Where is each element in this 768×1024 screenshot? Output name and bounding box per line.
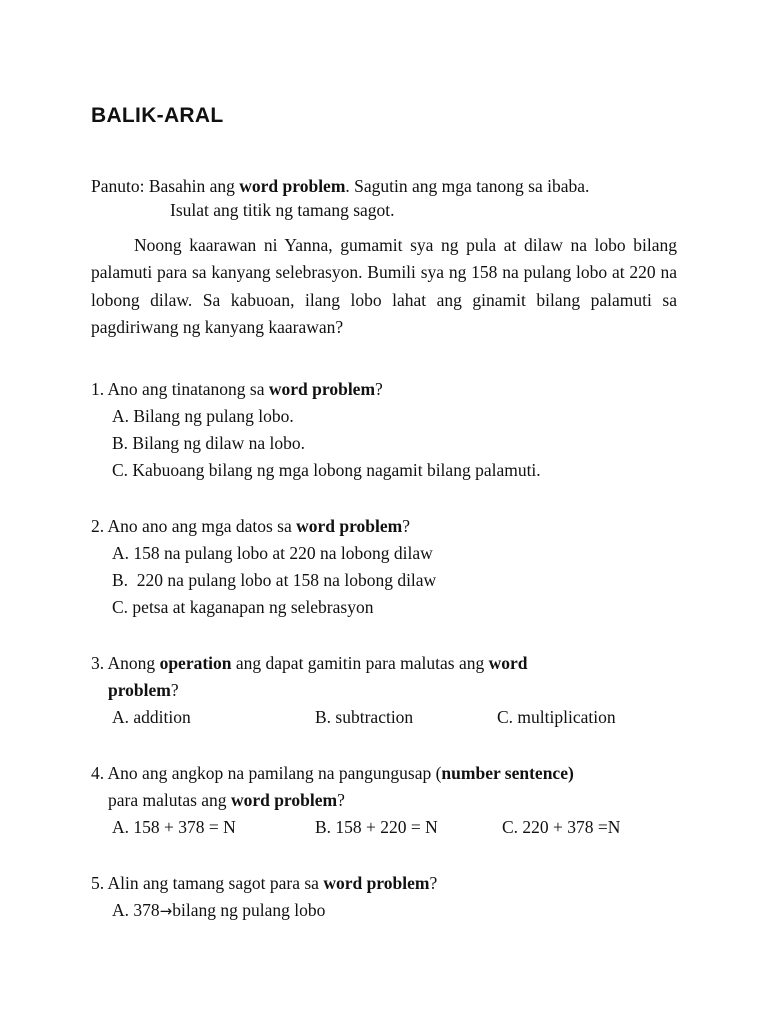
question-4-line-2 bbox=[108, 789, 345, 811]
question-3-option-c: C. multiplication bbox=[497, 707, 616, 727]
question-1-mark: ? bbox=[375, 379, 383, 399]
question-5-option-a bbox=[112, 899, 325, 922]
question-4 bbox=[91, 762, 574, 784]
right-arrow-icon: → bbox=[159, 902, 173, 920]
question-5-mark: ? bbox=[429, 873, 438, 893]
question-1-text: 1. Ano ang tinatanong sa bbox=[91, 379, 269, 399]
question-4-text-2: para malutas ang bbox=[108, 790, 231, 810]
question-2 bbox=[91, 515, 410, 537]
question-4-bold-2: word problem bbox=[230, 790, 338, 810]
question-2-bold: word problem bbox=[296, 516, 403, 536]
question-3-option-b: B. subtraction bbox=[315, 707, 414, 727]
question-4-mark: ? bbox=[337, 790, 345, 810]
question-3-text: 3. Anong bbox=[91, 653, 160, 673]
question-4-bold: number sentence) bbox=[441, 763, 574, 783]
question-2-option-b: B. 220 na pulang lobo at 158 na lobong dilaw bbox=[112, 570, 437, 590]
page-title: BALIK-ARAL bbox=[91, 104, 224, 127]
question-3-bold-3: problem bbox=[108, 680, 171, 700]
question-3 bbox=[91, 652, 527, 674]
question-4-text: 4. Ano ang angkop na pamilang na pangungusap ( bbox=[91, 763, 442, 783]
instructions-bold: word problem bbox=[239, 176, 346, 196]
question-3-bold: operation bbox=[159, 653, 232, 673]
instructions-line-2: Isulat ang titik ng tamang sagot. bbox=[170, 200, 395, 220]
question-4-option-c: C. 220 + 378 =N bbox=[502, 817, 621, 837]
question-5-text: 5. Alin ang tamang sagot para sa bbox=[91, 873, 324, 893]
question-4-option-b: B. 158 + 220 = N bbox=[315, 817, 438, 837]
question-1 bbox=[91, 378, 383, 400]
question-5-option-a-letter: A. 378 bbox=[112, 900, 160, 920]
question-1-option-a: A. Bilang ng pulang lobo. bbox=[112, 406, 294, 426]
question-5-bold: word problem bbox=[323, 873, 430, 893]
instructions-text-1: Basahin ang bbox=[148, 176, 240, 196]
word-problem-text: Noong kaarawan ni Yanna, gumamit sya ng pula at dilaw na lobo bilang palamuti para sa kanyang selebrasyon. Bumili sya ng 158 na pulang lobo at 220 na lobong dilaw. Sa kabuoan, ilang lobo lahat ang ginamit bilang palamuti sa pagdiriwang ng kanyang kaarawan? bbox=[91, 235, 677, 337]
question-3-mark: ? bbox=[170, 680, 179, 700]
instructions-line-1 bbox=[91, 175, 589, 197]
question-2-option-c: C. petsa at kaganapan ng selebrasyon bbox=[112, 597, 374, 617]
question-1-option-c: C. Kabuoang bilang ng mga lobong nagamit bilang palamuti. bbox=[112, 460, 541, 480]
question-5 bbox=[91, 872, 437, 894]
question-3-text-mid: ang dapat gamitin para malutas ang bbox=[231, 653, 489, 673]
question-5-option-a-text: bilang ng pulang lobo bbox=[172, 900, 326, 920]
question-3-option-a: A. addition bbox=[112, 707, 191, 727]
instructions-label: Panuto: bbox=[91, 176, 145, 196]
instructions-text-2: . Sagutin ang mga tanong sa ibaba. bbox=[345, 176, 590, 196]
question-2-text: 2. Ano ano ang mga datos sa bbox=[91, 516, 297, 536]
question-1-bold: word problem bbox=[268, 379, 376, 399]
question-2-mark: ? bbox=[402, 516, 411, 536]
question-3-line-2 bbox=[108, 679, 179, 701]
question-2-option-a: A. 158 na pulang lobo at 220 na lobong dilaw bbox=[112, 543, 433, 563]
question-3-bold-2: word bbox=[488, 653, 528, 673]
question-4-option-a: A. 158 + 378 = N bbox=[112, 817, 236, 837]
question-1-option-b: B. Bilang ng dilaw na lobo. bbox=[112, 433, 305, 453]
word-problem-paragraph bbox=[91, 232, 677, 341]
